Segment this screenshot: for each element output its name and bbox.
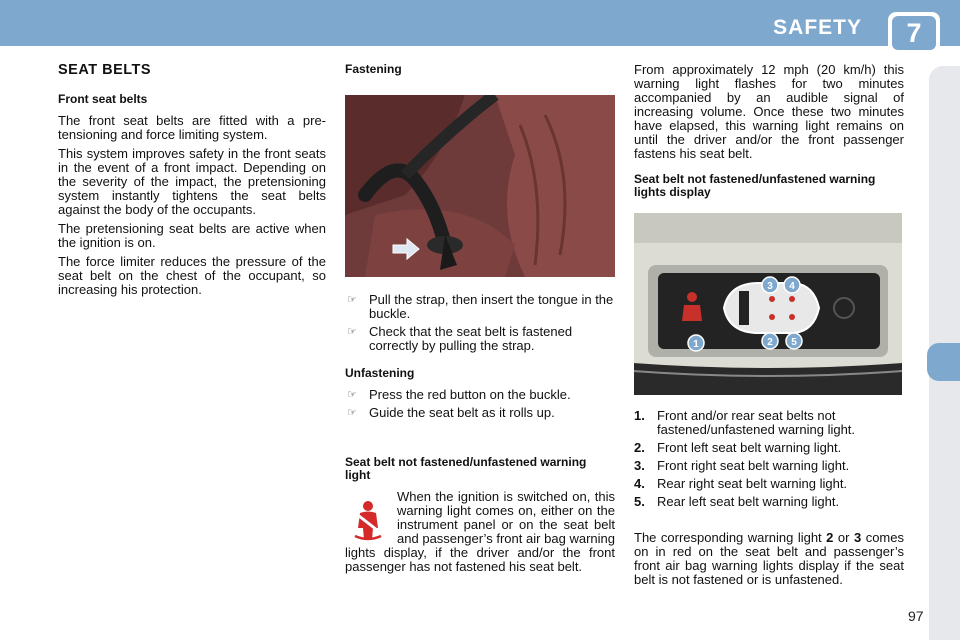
- page-title: SAFETY: [773, 16, 862, 39]
- seat-belt-warning-icon: [345, 498, 391, 544]
- section-heading: SEAT BELTS: [58, 62, 152, 78]
- svg-text:3: 3: [767, 281, 773, 292]
- pointing-hand-icon: ☞: [347, 407, 357, 419]
- list-item: 4. Rear right seat belt warning light.: [634, 476, 848, 491]
- callout-3: [762, 277, 778, 293]
- svg-text:4: 4: [789, 281, 795, 292]
- unfastening-heading: Unfastening: [345, 366, 415, 380]
- list-item: 2. Front left seat belt warning light.: [634, 440, 842, 455]
- pointing-hand-icon: ☞: [347, 294, 357, 306]
- list-item: 1. Front and/or rear seat belts not fastened/unfastened warning light.: [634, 408, 856, 437]
- pointing-hand-icon: ☞: [347, 326, 357, 338]
- warning-light-heading: Seat belt not fastened/unfastened warning light: [345, 455, 587, 482]
- warning-display-illustration: [634, 213, 902, 395]
- list-item: 3. Front right seat belt warning light.: [634, 458, 850, 473]
- closing-paragraph: The corresponding warning light 2 or 3 comes on in red on the seat belt and passenger’s front air bag warning lights display if the seat belt is not fastened or is unfastened.: [634, 530, 904, 587]
- paragraph: The force limiter reduces the pressure of the seat belt on the chest of the occupant, so increasing his protection.: [58, 254, 326, 297]
- paragraph: The pretensioning seat belts are active when the ignition is on.: [58, 221, 326, 250]
- column-seat-belts: [58, 63, 326, 302]
- seat-belt-photo: [345, 95, 615, 277]
- bullet-item: ☞ Pull the strap, then insert the tongue in the buckle.: [347, 292, 614, 321]
- warning-display-photo: [634, 213, 902, 395]
- front-seat-belts-heading: Front seat belts: [58, 92, 148, 106]
- warning-light-text: When the ignition is switched on, this warning light comes on, either on the instrument panel or on the seat belt and passenger’s front air bag warning lights display, if the driver and/or the front passenger has not fastened his seat belt.: [345, 489, 615, 574]
- pointing-hand-icon: ☞: [347, 389, 357, 401]
- chapter-number: 7: [892, 16, 936, 50]
- svg-text:1: 1: [693, 339, 699, 350]
- callout-2: [762, 333, 778, 349]
- display-heading: Seat belt not fastened/unfastened warning lights display: [634, 172, 876, 199]
- callout-5: [786, 333, 802, 349]
- svg-text:5: 5: [791, 337, 797, 348]
- svg-text:2: 2: [767, 337, 773, 348]
- column-fastening: [345, 63, 615, 574]
- warning-light-block: [345, 490, 615, 574]
- callout-1: [688, 335, 704, 351]
- paragraph: The front seat belts are fitted with a pre-tensioning and force limiting system.: [58, 113, 326, 142]
- page-number: 97: [908, 608, 924, 624]
- bullet-item: ☞ Check that the seat belt is fastened correctly by pulling the strap.: [347, 324, 573, 353]
- list-item: 5. Rear left seat belt warning light.: [634, 494, 840, 509]
- paragraph: This system improves safety in the front seats in the event of a front impact. Depending on the severity of the impact, the pretensioning system instantly tightens the seat belts against the body of the occupants.: [58, 146, 326, 217]
- callout-4: [784, 277, 800, 293]
- warning-light-list: [634, 409, 904, 509]
- column-warning-display: [634, 63, 904, 592]
- chapter-tab: [888, 12, 940, 54]
- fastening-heading: Fastening: [345, 62, 402, 76]
- intro-paragraph: From approximately 12 mph (20 km/h) this warning light flashes for two minutes accompanied by an audible signal of increasing volume. Once these two minutes have elapsed, this warning light remains on until the driver and/or the front passenger fastens his seat belt.: [634, 62, 904, 161]
- chapter-marker: [927, 343, 960, 381]
- bullet-item: ☞ Press the red button on the buckle.: [347, 387, 571, 402]
- bullet-item: ☞ Guide the seat belt as it rolls up.: [347, 405, 555, 420]
- seat-belt-illustration: [345, 95, 615, 277]
